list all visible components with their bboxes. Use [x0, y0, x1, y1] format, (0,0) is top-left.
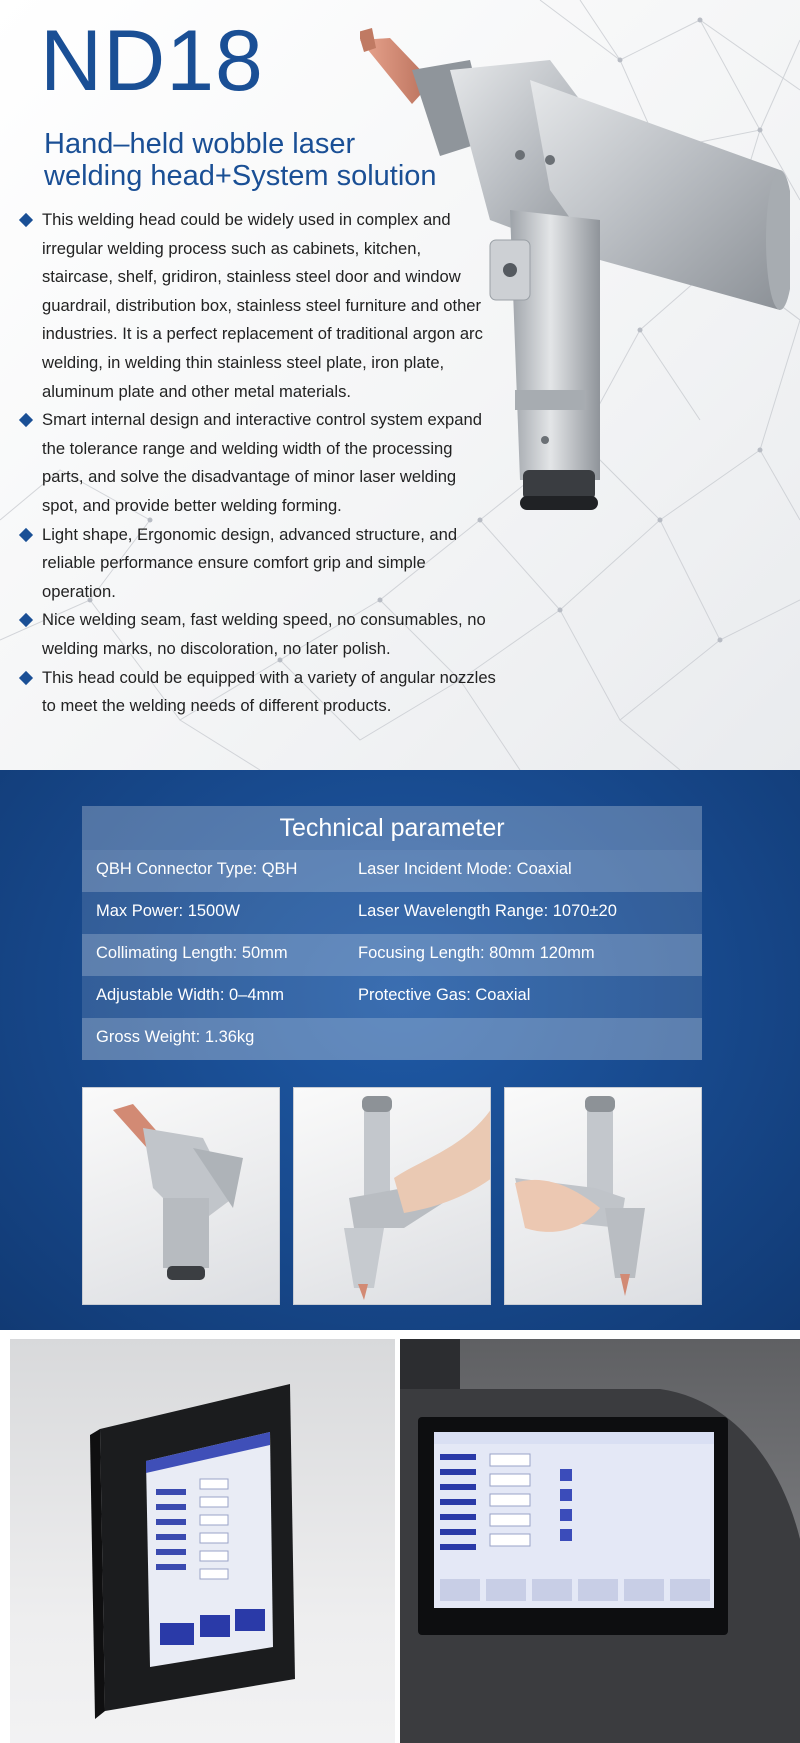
feature-item [18, 406, 496, 520]
subtitle-line-2: welding head+System solution [44, 160, 437, 192]
table-row [82, 850, 702, 892]
diamond-bullet-icon [19, 527, 33, 541]
param-right: Protective Gas: Coaxial [358, 986, 531, 1004]
hero-section [0, 0, 800, 770]
product-photo-angle [82, 1087, 280, 1305]
feature-item [18, 206, 496, 406]
diamond-bullet-icon [19, 613, 33, 627]
param-left: Collimating Length: 50mm [96, 944, 288, 962]
feature-text: Smart internal design and interactive control system expand the tolerance range and welding width of the processing parts, and solve the disadvantage of minor laser welding spot, and provide better welding forming. [42, 410, 482, 515]
table-row [82, 934, 702, 976]
welding-head-thumbnail-image [83, 1088, 280, 1305]
control-panel-photo-left [10, 1339, 395, 1743]
param-right: Focusing Length: 80mm 120mm [358, 944, 595, 962]
table-row [82, 976, 702, 1018]
param-left: Max Power: 1500W [96, 902, 240, 920]
product-subtitle [44, 128, 484, 192]
param-right: Laser Incident Mode: Coaxial [358, 860, 572, 878]
touch-screen-controller-image [10, 1339, 395, 1743]
table-row [82, 892, 702, 934]
diamond-bullet-icon [19, 413, 33, 427]
diamond-bullet-icon [19, 213, 33, 227]
feature-item [18, 664, 496, 721]
subtitle-line-1: Hand–held wobble laser [44, 128, 356, 160]
param-left: QBH Connector Type: QBH [96, 860, 298, 878]
feature-text: This welding head could be widely used in complex and irregular welding process such as cabinets, kitchen, staircase, shelf, gridiron, stainless steel door and window guardrail, distribution box, stainless steel furniture and other industries. It is a perfect replacement of traditional argon arc welding, in welding thin stainless steel plate, iron plate, aluminum plate and other metal materials. [42, 210, 483, 401]
control-panel-photo-right [400, 1339, 800, 1743]
diamond-bullet-icon [19, 670, 33, 684]
table-row [82, 1018, 702, 1060]
installed-touch-screen-image [400, 1339, 800, 1743]
feature-item [18, 606, 496, 663]
param-left: Adjustable Width: 0–4mm [96, 986, 285, 1004]
table-title: Technical parameter [82, 806, 702, 850]
param-right: Laser Wavelength Range: 1070±20 [358, 902, 617, 920]
product-photo-hand-grip [293, 1087, 491, 1305]
product-photo-row [82, 1087, 702, 1305]
hand-holding-head-image [294, 1088, 491, 1305]
feature-text: Nice welding seam, fast welding speed, no consumables, no welding marks, no discoloration, no later polish. [42, 610, 486, 658]
feature-text: This head could be equipped with a variety of angular nozzles to meet the welding needs of different products. [42, 667, 496, 716]
hand-on-trigger-image [505, 1088, 702, 1305]
feature-item [18, 521, 496, 607]
feature-text: Light shape, Ergonomic design, advanced structure, and reliable performance ensure comfort grip and simple operation. [42, 524, 458, 601]
product-photo-hand-trigger [504, 1087, 702, 1305]
technical-parameter-table [82, 806, 702, 1060]
feature-list [18, 206, 496, 721]
product-title: ND18 [40, 13, 264, 109]
param-left: Gross Weight: 1.36kg [96, 1028, 255, 1046]
